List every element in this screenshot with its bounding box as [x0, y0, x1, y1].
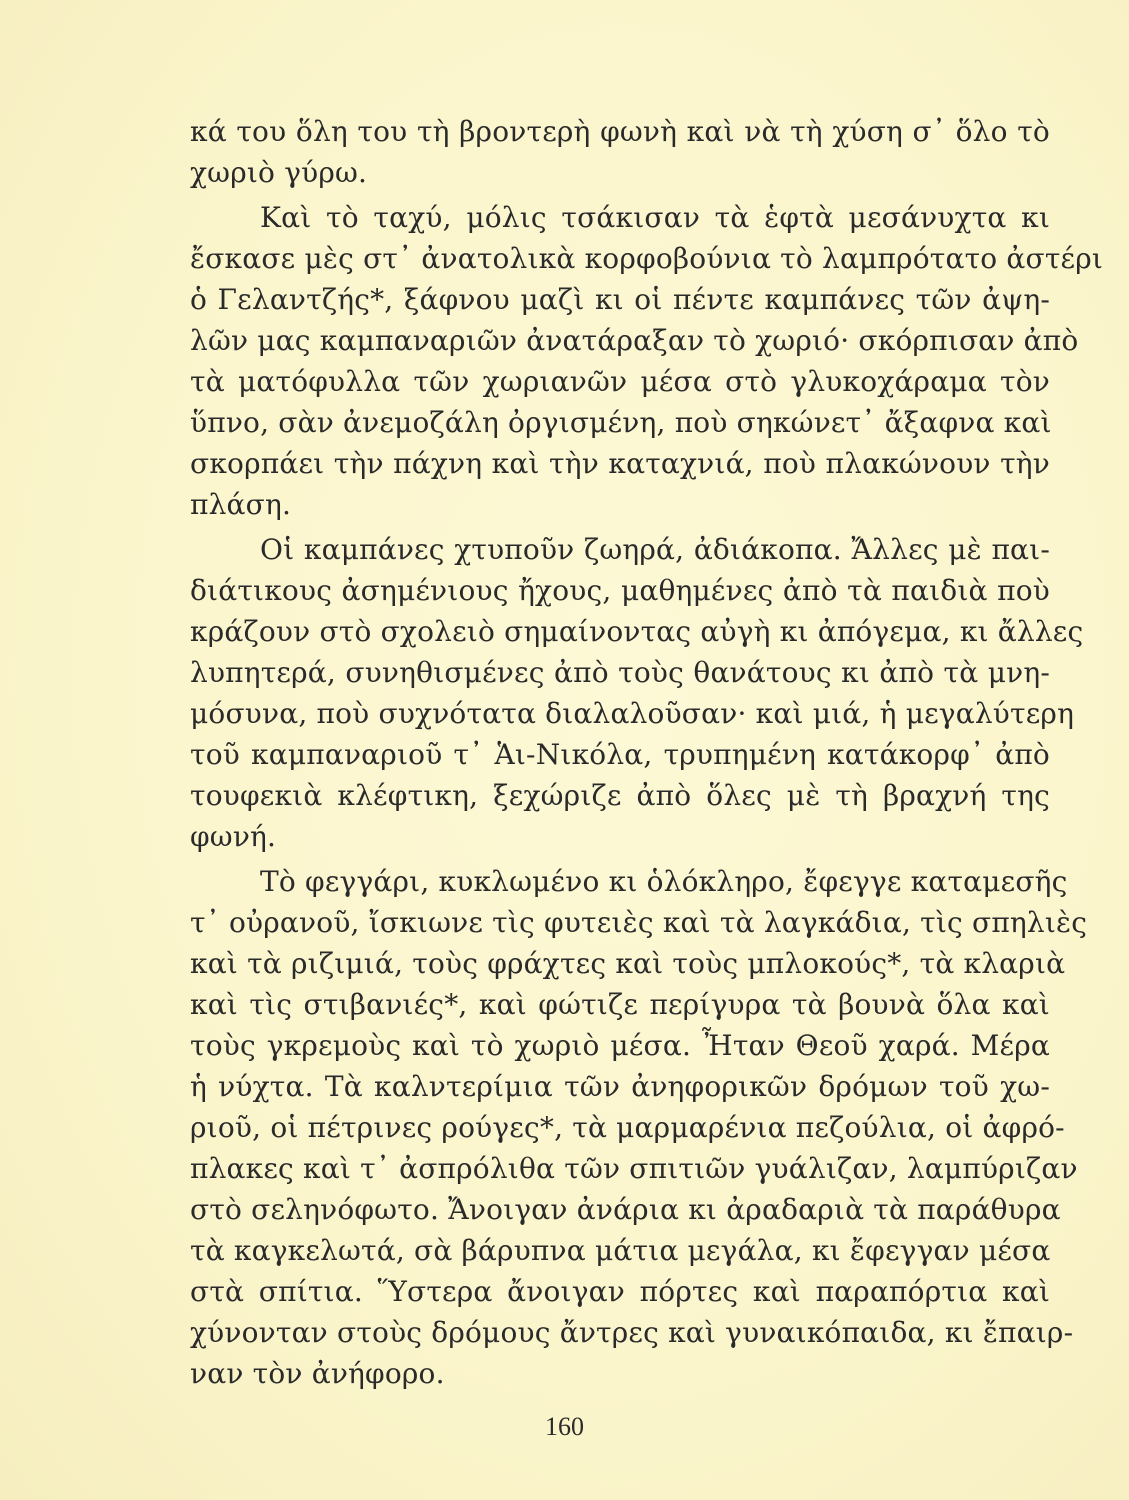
text-line: καὶ τὶς στιβανιές*, καὶ φώτιζε περίγυρα τὰ βουνὰ ὅλα καὶ	[190, 988, 1050, 1021]
text-line: κράζουν στὸ σχολειὸ σημαίνοντας αὐγὴ κι ἀπόγεμα, κι ἄλλες	[190, 615, 1084, 648]
text-line: καὶ τὰ ριζιμιά, τοὺς φράχτες καὶ τοὺς μπλοκούς*, τὰ κλαριὰ	[190, 947, 1066, 980]
text-line: μόσυνα, ποὺ συχνότατα διαλαλοῦσαν· καὶ μιά, ἡ μεγαλύτερη	[190, 697, 1075, 730]
text-line: τὰ ματόφυλλα τῶν χωριανῶν μέσα στὸ γλυκοχάραμα τὸν	[190, 365, 1050, 398]
text-line: σκορπάει τὴν πάχνη καὶ τὴν καταχνιά, ποὺ πλακώνουν τὴν	[190, 447, 1050, 480]
text-line: φωνή.	[190, 820, 277, 853]
text-line: ὕπνο, σὰν ἀνεμοζάλη ὀργισμένη, ποὺ σηκώνετ᾽ ἄξαφνα καὶ	[190, 406, 1052, 439]
text-line: τουφεκιὰ κλέφτικη, ξεχώριζε ἀπὸ ὅλες μὲ τὴ βραχνή της	[190, 779, 1050, 812]
text-line: Τὸ φεγγάρι, κυκλωμένο κι ὁλόκληρο, ἔφεγγε καταμεσῆς	[260, 865, 1068, 898]
text-line: λυπητερά, συνηθισμένες ἀπὸ τοὺς θανάτους κι ἀπὸ τὰ μνη-	[190, 656, 1050, 689]
text-line: χωριὸ γύρω.	[190, 156, 368, 189]
text-line: λῶν μας καμπαναριῶν ἀνατάραξαν τὸ χωριό· σκόρπισαν ἀπὸ	[190, 324, 1079, 357]
text-line: χύνονταν στοὺς δρόμους ἄντρες καὶ γυναικόπαιδα, κι ἔπαιρ-	[190, 1316, 1074, 1349]
text-line: πλακες καὶ τ᾽ ἀσπρόλιθα τῶν σπιτιῶν γυάλιζαν, λαμπύριζαν	[190, 1152, 1078, 1185]
text-line: στὸ σεληνόφωτο. Ἄνοιγαν ἀνάρια κι ἀραδαριὰ τὰ παράθυρα	[190, 1193, 1061, 1226]
text-line: κά του ὅλη του τὴ βροντερὴ φωνὴ καὶ νὰ τὴ χύση σ᾽ ὅλο τὸ	[190, 115, 1050, 148]
text-line: ἔσκασε μὲς στ᾽ ἀνατολικὰ κορφοβούνια τὸ λαμπρότατο ἀστέρι	[190, 242, 1104, 275]
text-line: τ᾽ οὐρανοῦ, ἴσκιωνε τὶς φυτειὲς καὶ τὰ λαγκάδια, τὶς σπηλιὲς	[190, 906, 1088, 939]
text-line: τοὺς γκρεμοὺς καὶ τὸ χωριὸ μέσα. Ἦταν Θεοῦ χαρά. Μέρα	[190, 1029, 1050, 1062]
text-line: τὰ καγκελωτά, σὰ βάρυπνα μάτια μεγάλα, κι ἔφεγγαν μέσα	[190, 1234, 1051, 1267]
text-line: ριοῦ, οἱ πέτρινες ρούγες*, τὰ μαρμαρένια πεζούλια, οἱ ἀφρό-	[190, 1111, 1065, 1144]
text-line: διάτικους ἀσημένιους ἤχους, μαθημένες ἀπὸ τὰ παιδιὰ ποὺ	[190, 574, 1050, 607]
text-line: στὰ σπίτια. Ὕστερα ἄνοιγαν πόρτες καὶ παραπόρτια καὶ	[190, 1275, 1050, 1308]
text-line: Καὶ τὸ ταχύ, μόλις τσάκισαν τὰ ἑφτὰ μεσάνυχτα κι	[260, 201, 1050, 234]
text-line: Οἱ καμπάνες χτυποῦν ζωηρά, ἀδιάκοπα. Ἄλλες μὲ παι-	[260, 533, 1050, 566]
page-number: 160	[545, 1412, 584, 1441]
text-line: πλάση.	[190, 488, 292, 521]
text-line: ὁ Γελαντζής*, ξάφνου μαζὶ κι οἱ πέντε καμπάνες τῶν ἀψη-	[190, 283, 1050, 316]
text-line: τοῦ καμπαναριοῦ τ᾽ Ἁι-Νικόλα, τρυπημένη κατάκορφ᾽ ἀπὸ	[190, 738, 1050, 771]
text-line: ναν τὸν ἀνήφορο.	[190, 1357, 445, 1390]
text-line: ἡ νύχτα. Τὰ καλντερίμια τῶν ἀνηφορικῶν δρόμων τοῦ χω-	[190, 1070, 1050, 1103]
